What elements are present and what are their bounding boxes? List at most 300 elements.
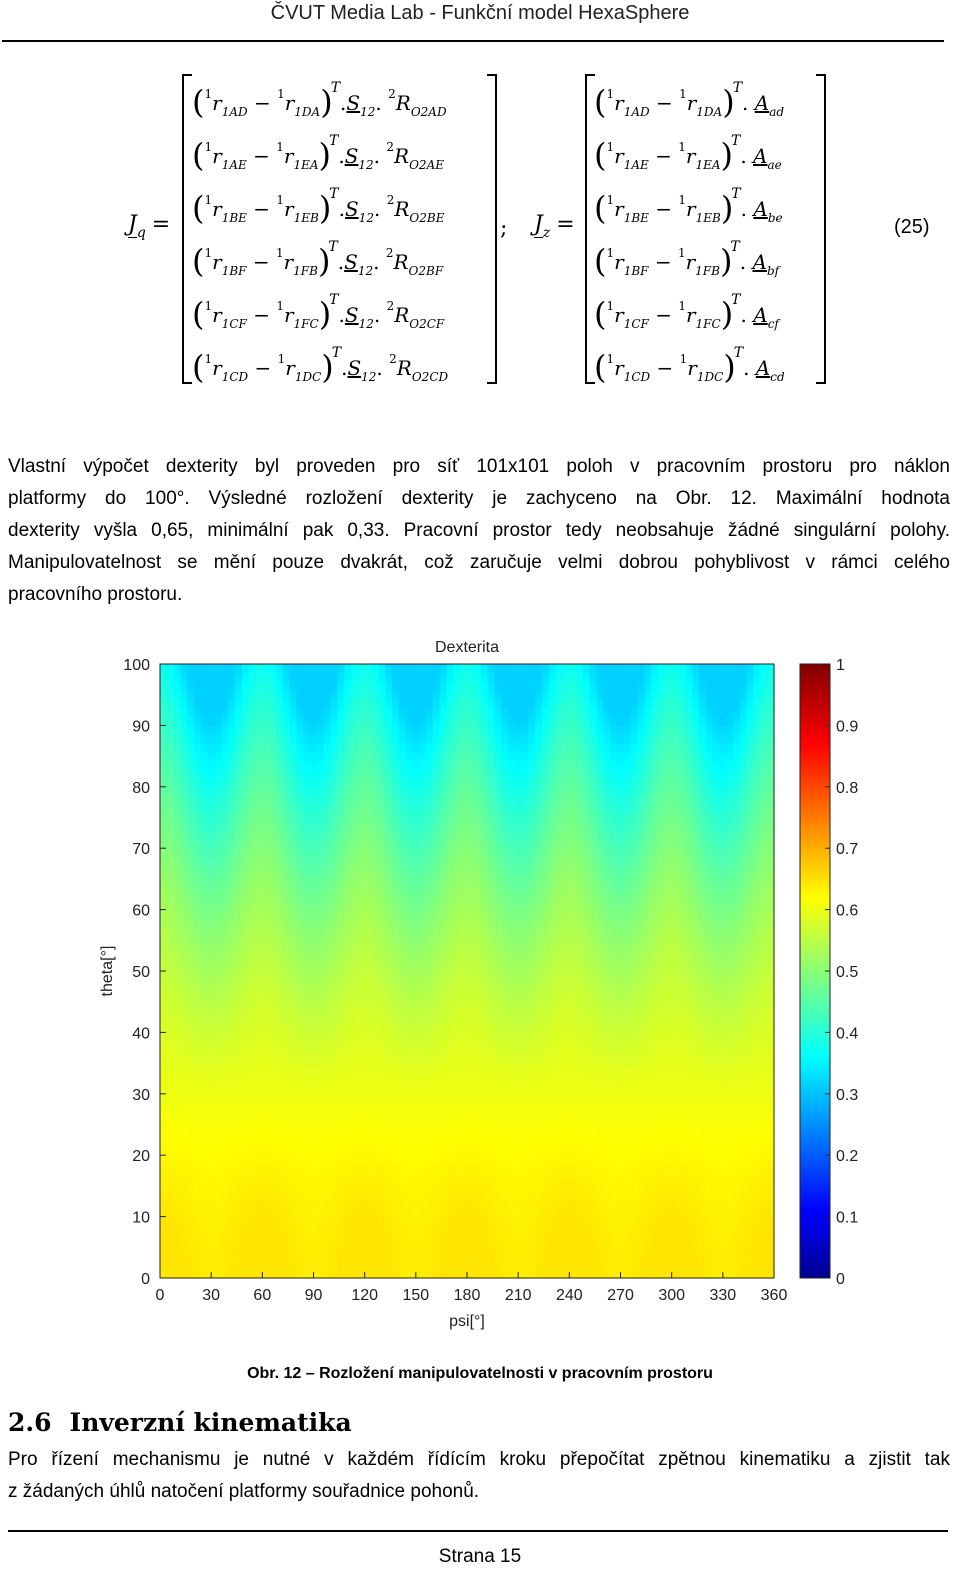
heatmap-cell — [651, 804, 658, 813]
heatmap-cell — [733, 1164, 740, 1173]
heatmap-cell — [590, 1138, 597, 1147]
heatmap-cell — [487, 848, 494, 857]
heatmap-cell — [290, 1225, 297, 1234]
heatmap-cell — [549, 796, 556, 805]
heatmap-cell — [576, 1164, 583, 1173]
heatmap-cell — [481, 1182, 488, 1191]
heatmap-cell — [508, 892, 515, 901]
heatmap-cell — [747, 1182, 754, 1191]
heatmap-cell — [610, 1085, 617, 1094]
heatmap-cell — [351, 1050, 358, 1059]
heatmap-cell — [317, 901, 324, 910]
heatmap-cell — [678, 918, 685, 927]
heatmap-cell — [215, 1252, 222, 1261]
heatmap-cell — [576, 848, 583, 857]
heatmap-cell — [412, 1120, 419, 1129]
heatmap-cell — [440, 910, 447, 919]
heatmap-cell — [719, 1032, 726, 1041]
heatmap-cell — [474, 1041, 481, 1050]
heatmap-cell — [160, 883, 167, 892]
heatmap-cell — [726, 1252, 733, 1261]
heatmap-cell — [754, 1059, 761, 1068]
heatmap-cell — [201, 953, 208, 962]
heatmap-cell — [706, 945, 713, 954]
heatmap-cell — [276, 883, 283, 892]
heatmap-cell — [310, 927, 317, 936]
heatmap-cell — [747, 997, 754, 1006]
heatmap-cell — [672, 1190, 679, 1199]
heatmap-cell — [678, 1243, 685, 1252]
heatmap-cell — [453, 980, 460, 989]
heatmap-cell — [624, 804, 631, 813]
heatmap-cell — [549, 822, 556, 831]
heatmap-cell — [324, 1260, 331, 1269]
heatmap-cell — [249, 1006, 256, 1015]
heatmap-cell — [337, 980, 344, 989]
heatmap-cell — [303, 1146, 310, 1155]
heatmap-cell — [740, 1050, 747, 1059]
heatmap-cell — [283, 1015, 290, 1024]
heatmap-cell — [269, 997, 276, 1006]
heatmap-cell — [569, 1059, 576, 1068]
heatmap-cell — [180, 1252, 187, 1261]
heatmap-cell — [433, 971, 440, 980]
heatmap-cell — [412, 1103, 419, 1112]
heatmap-cell — [672, 1155, 679, 1164]
heatmap-cell — [754, 1173, 761, 1182]
heatmap-cell — [358, 1155, 365, 1164]
heatmap-cell — [385, 1269, 392, 1278]
heatmap-cell — [508, 1269, 515, 1278]
heatmap-cell — [747, 892, 754, 901]
heatmap-cell — [542, 1234, 549, 1243]
heatmap-cell — [733, 857, 740, 866]
heatmap-cell — [651, 1094, 658, 1103]
heatmap-cell — [221, 910, 228, 919]
heatmap-cell — [406, 962, 413, 971]
heatmap-cell — [583, 1138, 590, 1147]
heatmap-cell — [440, 1217, 447, 1226]
heatmap-cell — [447, 1173, 454, 1182]
heatmap-cell — [296, 1076, 303, 1085]
heatmap-cell — [344, 1006, 351, 1015]
heatmap-cell — [658, 1243, 665, 1252]
heatmap-cell — [481, 1243, 488, 1252]
heatmap-cell — [337, 1260, 344, 1269]
heatmap-cell — [501, 901, 508, 910]
heatmap-cell — [331, 1217, 338, 1226]
heatmap-cell — [590, 910, 597, 919]
heatmap-cell — [365, 1234, 372, 1243]
heatmap-cell — [262, 866, 269, 875]
heatmap-cell — [331, 1067, 338, 1076]
heatmap-cell — [665, 1217, 672, 1226]
heatmap-cell — [283, 971, 290, 980]
heatmap-cell — [378, 1032, 385, 1041]
heatmap-cell — [440, 936, 447, 945]
heatmap-cell — [303, 796, 310, 805]
heatmap-cell — [194, 1243, 201, 1252]
heatmap-cell — [215, 1094, 222, 1103]
heatmap-cell — [276, 1252, 283, 1261]
heatmap-cell — [515, 1217, 522, 1226]
heatmap-cell — [180, 971, 187, 980]
heatmap-cell — [167, 1094, 174, 1103]
heatmap-cell — [160, 997, 167, 1006]
heatmap-cell — [235, 883, 242, 892]
heatmap-cell — [242, 1032, 249, 1041]
heatmap-cell — [726, 1208, 733, 1217]
heatmap-cell — [296, 883, 303, 892]
heatmap-cell — [310, 813, 317, 822]
heatmap-cell — [754, 1269, 761, 1278]
heatmap-cell — [406, 848, 413, 857]
heatmap-cell — [563, 883, 570, 892]
heatmap-cell — [569, 918, 576, 927]
heatmap-cell — [419, 822, 426, 831]
heatmap-cell — [542, 1164, 549, 1173]
heatmap-cell — [726, 918, 733, 927]
heatmap-cell — [290, 1050, 297, 1059]
heatmap-cell — [542, 1085, 549, 1094]
heatmap-cell — [269, 980, 276, 989]
heatmap-cell — [174, 1252, 181, 1261]
heatmap-cell — [303, 892, 310, 901]
heatmap-cell — [522, 918, 529, 927]
heatmap-cell — [644, 1146, 651, 1155]
heatmap-cell — [576, 883, 583, 892]
heatmap-cell — [392, 892, 399, 901]
heatmap-cell — [767, 971, 774, 980]
heatmap-cell — [474, 989, 481, 998]
heatmap-cell — [440, 848, 447, 857]
heatmap-cell — [262, 1067, 269, 1076]
heatmap-cell — [733, 989, 740, 998]
heatmap-cell — [419, 892, 426, 901]
heatmap-cell — [658, 1269, 665, 1278]
heatmap-cell — [699, 1059, 706, 1068]
heatmap-cell — [576, 980, 583, 989]
heatmap-cell — [719, 1190, 726, 1199]
heatmap-cell — [685, 1190, 692, 1199]
heatmap-cell — [167, 1260, 174, 1269]
heatmap-cell — [167, 1129, 174, 1138]
heatmap-cell — [563, 1129, 570, 1138]
heatmap-cell — [310, 1252, 317, 1261]
heatmap-cell — [624, 1260, 631, 1269]
heatmap-cell — [767, 831, 774, 840]
heatmap-cell — [563, 831, 570, 840]
heatmap-cell — [385, 918, 392, 927]
heatmap-cell — [296, 1111, 303, 1120]
heatmap-cell — [733, 1260, 740, 1269]
heatmap-cell — [522, 1094, 529, 1103]
heatmap-cell — [303, 910, 310, 919]
heatmap-cell — [208, 1067, 215, 1076]
heatmap-cell — [665, 875, 672, 884]
heatmap-cell — [576, 1208, 583, 1217]
heatmap-cell — [317, 936, 324, 945]
heatmap-cell — [583, 875, 590, 884]
heatmap-cell — [556, 848, 563, 857]
heatmap-cell — [412, 1164, 419, 1173]
heatmap-cell — [583, 848, 590, 857]
heatmap-cell — [508, 1111, 515, 1120]
heatmap-cell — [174, 989, 181, 998]
heatmap-cell — [685, 1243, 692, 1252]
heatmap-cell — [242, 1024, 249, 1033]
heatmap-cell — [419, 962, 426, 971]
heatmap-cell — [576, 1032, 583, 1041]
heatmap-cell — [658, 945, 665, 954]
heatmap-cell — [515, 1129, 522, 1138]
heatmap-cell — [535, 1252, 542, 1261]
heatmap-cell — [235, 962, 242, 971]
heatmap-cell — [638, 1243, 645, 1252]
heatmap-cell — [576, 971, 583, 980]
heatmap-cell — [713, 1138, 720, 1147]
heatmap-cell — [692, 804, 699, 813]
heatmap-cell — [590, 980, 597, 989]
heatmap-cell — [208, 945, 215, 954]
heatmap-cell — [208, 1173, 215, 1182]
heatmap-cell — [665, 848, 672, 857]
heatmap-cell — [569, 1138, 576, 1147]
heatmap-cell — [583, 866, 590, 875]
heatmap-cell — [447, 866, 454, 875]
heatmap-cell — [726, 1243, 733, 1252]
heatmap-cell — [719, 804, 726, 813]
heatmap-cell — [358, 936, 365, 945]
heatmap-cell — [453, 831, 460, 840]
heatmap-cell — [767, 1217, 774, 1226]
heatmap-cell — [419, 1067, 426, 1076]
heatmap-cell — [433, 953, 440, 962]
heatmap-cell — [494, 1146, 501, 1155]
paragraph-dexterity — [8, 451, 950, 611]
heatmap-cell — [310, 804, 317, 813]
heatmap-cell — [296, 848, 303, 857]
heatmap-cell — [187, 804, 194, 813]
heatmap-cell — [310, 962, 317, 971]
heatmap-cell — [317, 796, 324, 805]
heatmap-cell — [296, 1146, 303, 1155]
heatmap-cell — [235, 901, 242, 910]
heatmap-cell — [474, 945, 481, 954]
heatmap-cell — [447, 1032, 454, 1041]
heatmap-cell — [713, 1208, 720, 1217]
heatmap-cell — [760, 1006, 767, 1015]
heatmap-cell — [276, 901, 283, 910]
heatmap-cell — [685, 1076, 692, 1085]
heatmap-cell — [174, 1041, 181, 1050]
heatmap-cell — [160, 971, 167, 980]
heatmap-cell — [515, 1190, 522, 1199]
heatmap-cell — [658, 1138, 665, 1147]
heatmap-cell — [474, 1032, 481, 1041]
heatmap-cell — [651, 1138, 658, 1147]
heatmap-cell — [351, 1129, 358, 1138]
heatmap-cell — [474, 980, 481, 989]
heatmap-cell — [726, 936, 733, 945]
heatmap-cell — [522, 1243, 529, 1252]
heatmap-cell — [385, 1032, 392, 1041]
heatmap-cell — [371, 866, 378, 875]
heatmap-cell — [535, 989, 542, 998]
heatmap-cell — [351, 989, 358, 998]
heatmap-cell — [522, 1225, 529, 1234]
heatmap-cell — [344, 1085, 351, 1094]
heatmap-cell — [597, 997, 604, 1006]
heatmap-cell — [685, 1024, 692, 1033]
heatmap-cell — [344, 936, 351, 945]
heatmap-cell — [692, 822, 699, 831]
heatmap-cell — [174, 1067, 181, 1076]
heatmap-cell — [494, 1059, 501, 1068]
heatmap-cell — [221, 857, 228, 866]
heatmap-cell — [658, 1173, 665, 1182]
heatmap-cell — [399, 1173, 406, 1182]
heatmap-cell — [754, 1138, 761, 1147]
heatmap-cell — [474, 1217, 481, 1226]
heatmap-cell — [583, 962, 590, 971]
heatmap-cell — [528, 1032, 535, 1041]
heatmap-cell — [747, 901, 754, 910]
heatmap-cell — [726, 1024, 733, 1033]
heatmap-cell — [713, 1155, 720, 1164]
heatmap-cell — [180, 1129, 187, 1138]
heatmap-cell — [440, 822, 447, 831]
heatmap-cell — [194, 910, 201, 919]
heatmap-cell — [331, 1146, 338, 1155]
heatmap-cell — [597, 831, 604, 840]
heatmap-cell — [249, 953, 256, 962]
heatmap-cell — [481, 1006, 488, 1015]
heatmap-cell — [174, 1103, 181, 1112]
heatmap-cell — [522, 1103, 529, 1112]
heatmap-cell — [160, 875, 167, 884]
heatmap-cell — [324, 936, 331, 945]
heatmap-cell — [699, 1076, 706, 1085]
heatmap-cell — [399, 1138, 406, 1147]
heatmap-cell — [310, 822, 317, 831]
heatmap-cell — [658, 813, 665, 822]
heatmap-cell — [706, 1182, 713, 1191]
heatmap-cell — [194, 1155, 201, 1164]
heatmap-cell — [754, 848, 761, 857]
heatmap-cell — [699, 1234, 706, 1243]
heatmap-cell — [692, 866, 699, 875]
heatmap-cell — [310, 866, 317, 875]
heatmap-cell — [378, 997, 385, 1006]
heatmap-cell — [678, 813, 685, 822]
heatmap-cell — [474, 1006, 481, 1015]
heatmap-cell — [699, 1146, 706, 1155]
heatmap-cell — [754, 1190, 761, 1199]
heatmap-cell — [453, 1076, 460, 1085]
heatmap-cell — [160, 1015, 167, 1024]
heatmap-cell — [535, 1076, 542, 1085]
heatmap-cell — [399, 1129, 406, 1138]
heatmap-cell — [419, 927, 426, 936]
heatmap-cell — [276, 1199, 283, 1208]
heatmap-cell — [378, 831, 385, 840]
heatmap-cell — [344, 1059, 351, 1068]
heatmap-cell — [365, 1199, 372, 1208]
heatmap-cell — [269, 813, 276, 822]
heatmap-cell — [385, 796, 392, 805]
heatmap-cell — [481, 971, 488, 980]
heatmap-cell — [310, 953, 317, 962]
heatmap-cell — [528, 1155, 535, 1164]
heatmap-cell — [351, 997, 358, 1006]
heatmap-cell — [296, 927, 303, 936]
heatmap-cell — [337, 813, 344, 822]
heatmap-cell — [460, 1103, 467, 1112]
heatmap-cell — [726, 989, 733, 998]
heatmap-cell — [535, 1138, 542, 1147]
heatmap-cell — [419, 1129, 426, 1138]
heatmap-cell — [228, 1024, 235, 1033]
heatmap-cell — [453, 962, 460, 971]
heatmap-cell — [672, 875, 679, 884]
heatmap-cell — [256, 866, 263, 875]
heatmap-cell — [276, 910, 283, 919]
heatmap-cell — [351, 813, 358, 822]
heatmap-cell — [576, 1050, 583, 1059]
heatmap-cell — [167, 1146, 174, 1155]
heatmap-cell — [658, 1217, 665, 1226]
heatmap-cell — [235, 1006, 242, 1015]
heatmap-cell — [740, 892, 747, 901]
heatmap-cell — [713, 1103, 720, 1112]
heatmap-cell — [221, 945, 228, 954]
heatmap-cell — [412, 1041, 419, 1050]
heatmap-cell — [713, 1050, 720, 1059]
heatmap-cell — [678, 1164, 685, 1173]
heatmap-cell — [460, 901, 467, 910]
heatmap-cell — [317, 866, 324, 875]
heatmap-cell — [221, 1155, 228, 1164]
heatmap-cell — [644, 1208, 651, 1217]
heatmap-cell — [767, 866, 774, 875]
heatmap-cell — [767, 1006, 774, 1015]
heatmap-cell — [344, 980, 351, 989]
heatmap-cell — [221, 1182, 228, 1191]
heatmap-cell — [522, 910, 529, 919]
heatmap-cell — [283, 1260, 290, 1269]
heatmap-cell — [651, 918, 658, 927]
heatmap-cell — [563, 857, 570, 866]
heatmap-cell — [201, 1138, 208, 1147]
heatmap-cell — [644, 1190, 651, 1199]
heatmap-cell — [610, 883, 617, 892]
heatmap-cell — [767, 1094, 774, 1103]
heatmap-cell — [344, 1015, 351, 1024]
heatmap-cell — [719, 813, 726, 822]
heatmap-cell — [269, 866, 276, 875]
heatmap-cell — [310, 1032, 317, 1041]
heatmap-cell — [563, 936, 570, 945]
heatmap-cell — [672, 831, 679, 840]
heatmap-cell — [460, 1155, 467, 1164]
heatmap-cell — [460, 962, 467, 971]
heatmap-cell — [235, 918, 242, 927]
heatmap-cell — [426, 1050, 433, 1059]
heatmap-cell — [638, 1269, 645, 1278]
heatmap-cell — [549, 989, 556, 998]
heatmap-cell — [726, 962, 733, 971]
